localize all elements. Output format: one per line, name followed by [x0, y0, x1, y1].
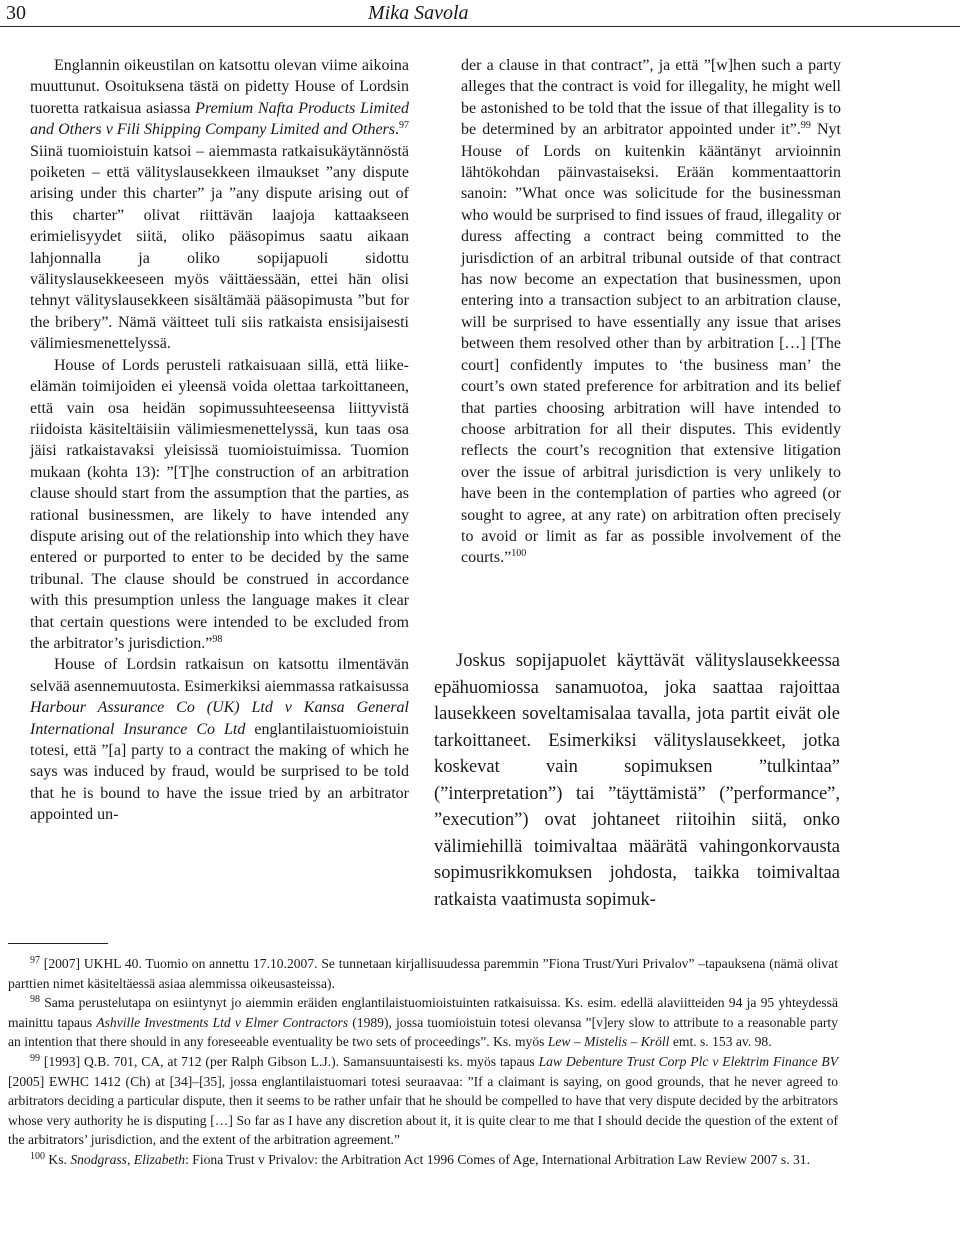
author-names: Lew – Mistelis – Kröll: [547, 1034, 670, 1050]
footnote-98: [8, 993, 838, 1052]
left-paragraph-1: [30, 55, 409, 355]
footnote-number: 99: [30, 1052, 40, 1064]
text-run: (1989), jossa tuomioistuin totesi olevansa ”[v]ery slow to attribute to a reasonable party an intention that there should in any foreseeable eventuality be two sets of proceedings”. Ks. myös: [8, 1014, 838, 1050]
text-run: : Fiona Trust v Privalov: the Arbitration Act 1996 Comes of Age, International Arbitration Law Review 2007 s. 31.: [185, 1151, 810, 1167]
footnote-ref-100: 100: [511, 548, 527, 560]
page-number: 30: [6, 2, 26, 24]
left-paragraph-3: [30, 654, 409, 825]
text-run: .: [395, 121, 399, 139]
case-name: Ashville Investments Ltd v Elmer Contractors: [96, 1014, 349, 1030]
author-name: Snodgrass, Elizabeth: [70, 1151, 186, 1167]
text-run: Sama perustelutapa on esiintynyt jo aiemmin eräiden englantilaistuomioistuinten ratkaisuissa. Ks. esim. edellä alaviitteiden 94 ja 95 yhteydessä mainittu tapaus: [8, 995, 839, 1030]
footnote-number: 98: [30, 994, 40, 1006]
text-run: Nyt House of Lords on kuitenkin kääntänyt arvioinnin lähtökohdan päinvastaiseksi. Erään kommentaattorin sanoin: ”What once was solicitude for the businessman who would be surprised to find issues of fraud, illegality or duress affecting a contract being committed to the jurisdiction of an arbitral tribunal outside of that contract has now become an expectation that businessmen, upon entering into a transaction subject to an arbitration clause, will be surprised to have essentially any issue that arises between them resolved other than by arbitration […] [The court] confidently imputes to ‘the business man’ the court’s own stated preference for arbitration and its belief that parties choosing arbitration will have intended to choose arbitration for all their disputes. This evidently reflects the court’s recognition that extensive litigation over the issue of arbitral jurisdiction is very unlikely to have been in the contemplation of parties who agreed (or sought to agree, at any rate) on arbitration often precisely to avoid or limit as far as possible involvement of the courts.”: [461, 121, 842, 567]
case-name: Premium Nafta Products Limited and Others v Fili Shipping Company Limited and Others: [30, 99, 409, 139]
right-paragraph-1: [461, 55, 841, 569]
footnote-number: 100: [30, 1150, 45, 1162]
left-column: [30, 55, 409, 826]
left-paragraph-2: [30, 355, 409, 655]
page-header: [0, 0, 960, 30]
footnote-text: [2007] UKHL 40. Tuomio on annettu 17.10.2007. Se tunnetaan kirjallisuudessa paremmin ”Fiona Trust/Yuri Privalov” –tapauksena (nämä olivat parttien nimet käsiteltäessä asiaa alemmissa oikeusasteissa).: [8, 956, 838, 991]
text-run: emt. s. 153 av. 98.: [669, 1034, 772, 1050]
footnote-ref-97: 97: [399, 120, 409, 132]
text-run: House of Lordsin ratkaisun on katsottu ilmentävän selvää asennemuutosta. Esimerkiksi aiemmassa ratkaisussa: [30, 656, 410, 695]
crop-mark: [942, 26, 960, 27]
text-run: Englannin oikeustilan on katsottu olevan viime aikoina muuttunut. Osoituksena tästä on pidetty House of Lordsin tuoretta ratkaisua asiassa: [30, 57, 409, 117]
text-run: Siinä tuomioistuin katsoi – aiemmasta ratkaisukäytännöstä poiketen – että välityslausekkeen ilmaukset ”any dispute arising under this charter” ja ”any dispute arising out of this charter” olivat riittävän laajoja kattaakseen erimielisyydet siitä, oliko pääsopimus saatu aikaan lahjonnalla ja oliko sopijapuoli sidottu välityslausekkeeseen myös väittäessään, ettei hän olisi tehnyt välityslausekkeen sisältämää pääsopimusta ”but for the bribery”. Nämä väitteet tuli siis ratkaista ensisijaisesti välimiesmenettelyssä.: [30, 142, 409, 353]
large-paragraph-text: Joskus sopijapuolet käyttävät välityslausekkeessa epähuomiossa sanamuotoa, joka saattaa rajoittaa lausekkeen soveltamisalaa tavalla, jota partit eivät ole tarkoittaneet. Esimerkiksi välityslausekkeet, jotka koskevat vain sopimuksen ”tulkintaa” (”interpretation”) tai ”täyttämistä” (”performance”, ”execution”) ovat johtaneet riitoihin siitä, onko välimiehillä toimivaltaa määrätä vahingonkorvausta sopimusrikkomuksen johdosta, taikka toimivaltaa ratkaista vaatimusta sopimuk-: [434, 651, 840, 910]
case-name: Law Debenture Trust Corp Plc v Elektrim Finance BV: [538, 1053, 838, 1069]
footnote-100: [8, 1150, 838, 1170]
footnote-97: [8, 954, 838, 993]
footnotes: [8, 954, 838, 1170]
case-name: Harbour Assurance Co (UK) Ltd v Kansa General International Insurance Co Ltd: [30, 699, 409, 738]
text-run: englantilaistuomioistuin totesi, että ”[a] party to a contract the making of which he says was induced by fraud, would be surprised to be told that he is bound to have the issue tried by an arbitrator appointed un-: [30, 720, 410, 824]
footnote-rule: [8, 943, 108, 944]
text-run: House of Lords perusteli ratkaisuaan sillä, että liike-elämän toimijoiden ei yleensä voida olettaa tarkoittaneen, että vain osa heidän sopimussuhteeseensa liittyvistä riidoista käsiteltäisiin välimiesmenettelyssä, kun taas osa jäisi ratkaistavaksi yleisissä tuomioistuimissa. Tuomion mukaan (kohta 13): ”[T]he construction of an arbitration clause should start from the assumption that the parties, as rational businessmen, are likely to have intended any dispute arising out of the relationship into which they have entered or purported to enter to be decided by the same tribunal. The clause should be construed in accordance with this presumption unless the language makes it clear that certain questions were intended to be excluded from the arbitrator’s jurisdiction.”: [30, 356, 409, 652]
large-type-paragraph: [434, 648, 840, 913]
footnote-99: [8, 1052, 838, 1150]
right-column: [461, 55, 841, 569]
footnote-ref-98: 98: [212, 633, 223, 645]
footnote-ref-99: 99: [800, 120, 811, 132]
running-head-author: Mika Savola: [368, 2, 469, 24]
text-run: Ks.: [48, 1151, 71, 1167]
footnote-number: 97: [30, 955, 40, 966]
text-run: [2005] EWHC 1412 (Ch) at [34]–[35], jossa englantilaistuomari totesi seuraavaa: ”If a claimant is saying, on good grounds, that he never agreed to arbitrators deciding a particular dispute, then it seems to be rather unfair that he should be compelled to have that very dispute decided by the arbitrators whose very authority he is disputing […] So far as I have any discretion about it, it is quite clear to me that I should decide the question of the extent of the arbitrators’ jurisdiction, and the extent of the arbitration agreement.”: [8, 1073, 838, 1148]
header-rule: [0, 26, 955, 27]
text-run: [1993] Q.B. 701, CA, at 712 (per Ralph Gibson L.J.). Samansuuntaisesti ks. myös tapaus: [43, 1053, 539, 1069]
text-run: der a clause in that contract”, ja että ”[w]hen such a party alleges that the contract is void for illegality, he might well be astonished to be told that the issue of that illegality is to be determined by an arbitrator appointed under it”.: [461, 57, 841, 139]
